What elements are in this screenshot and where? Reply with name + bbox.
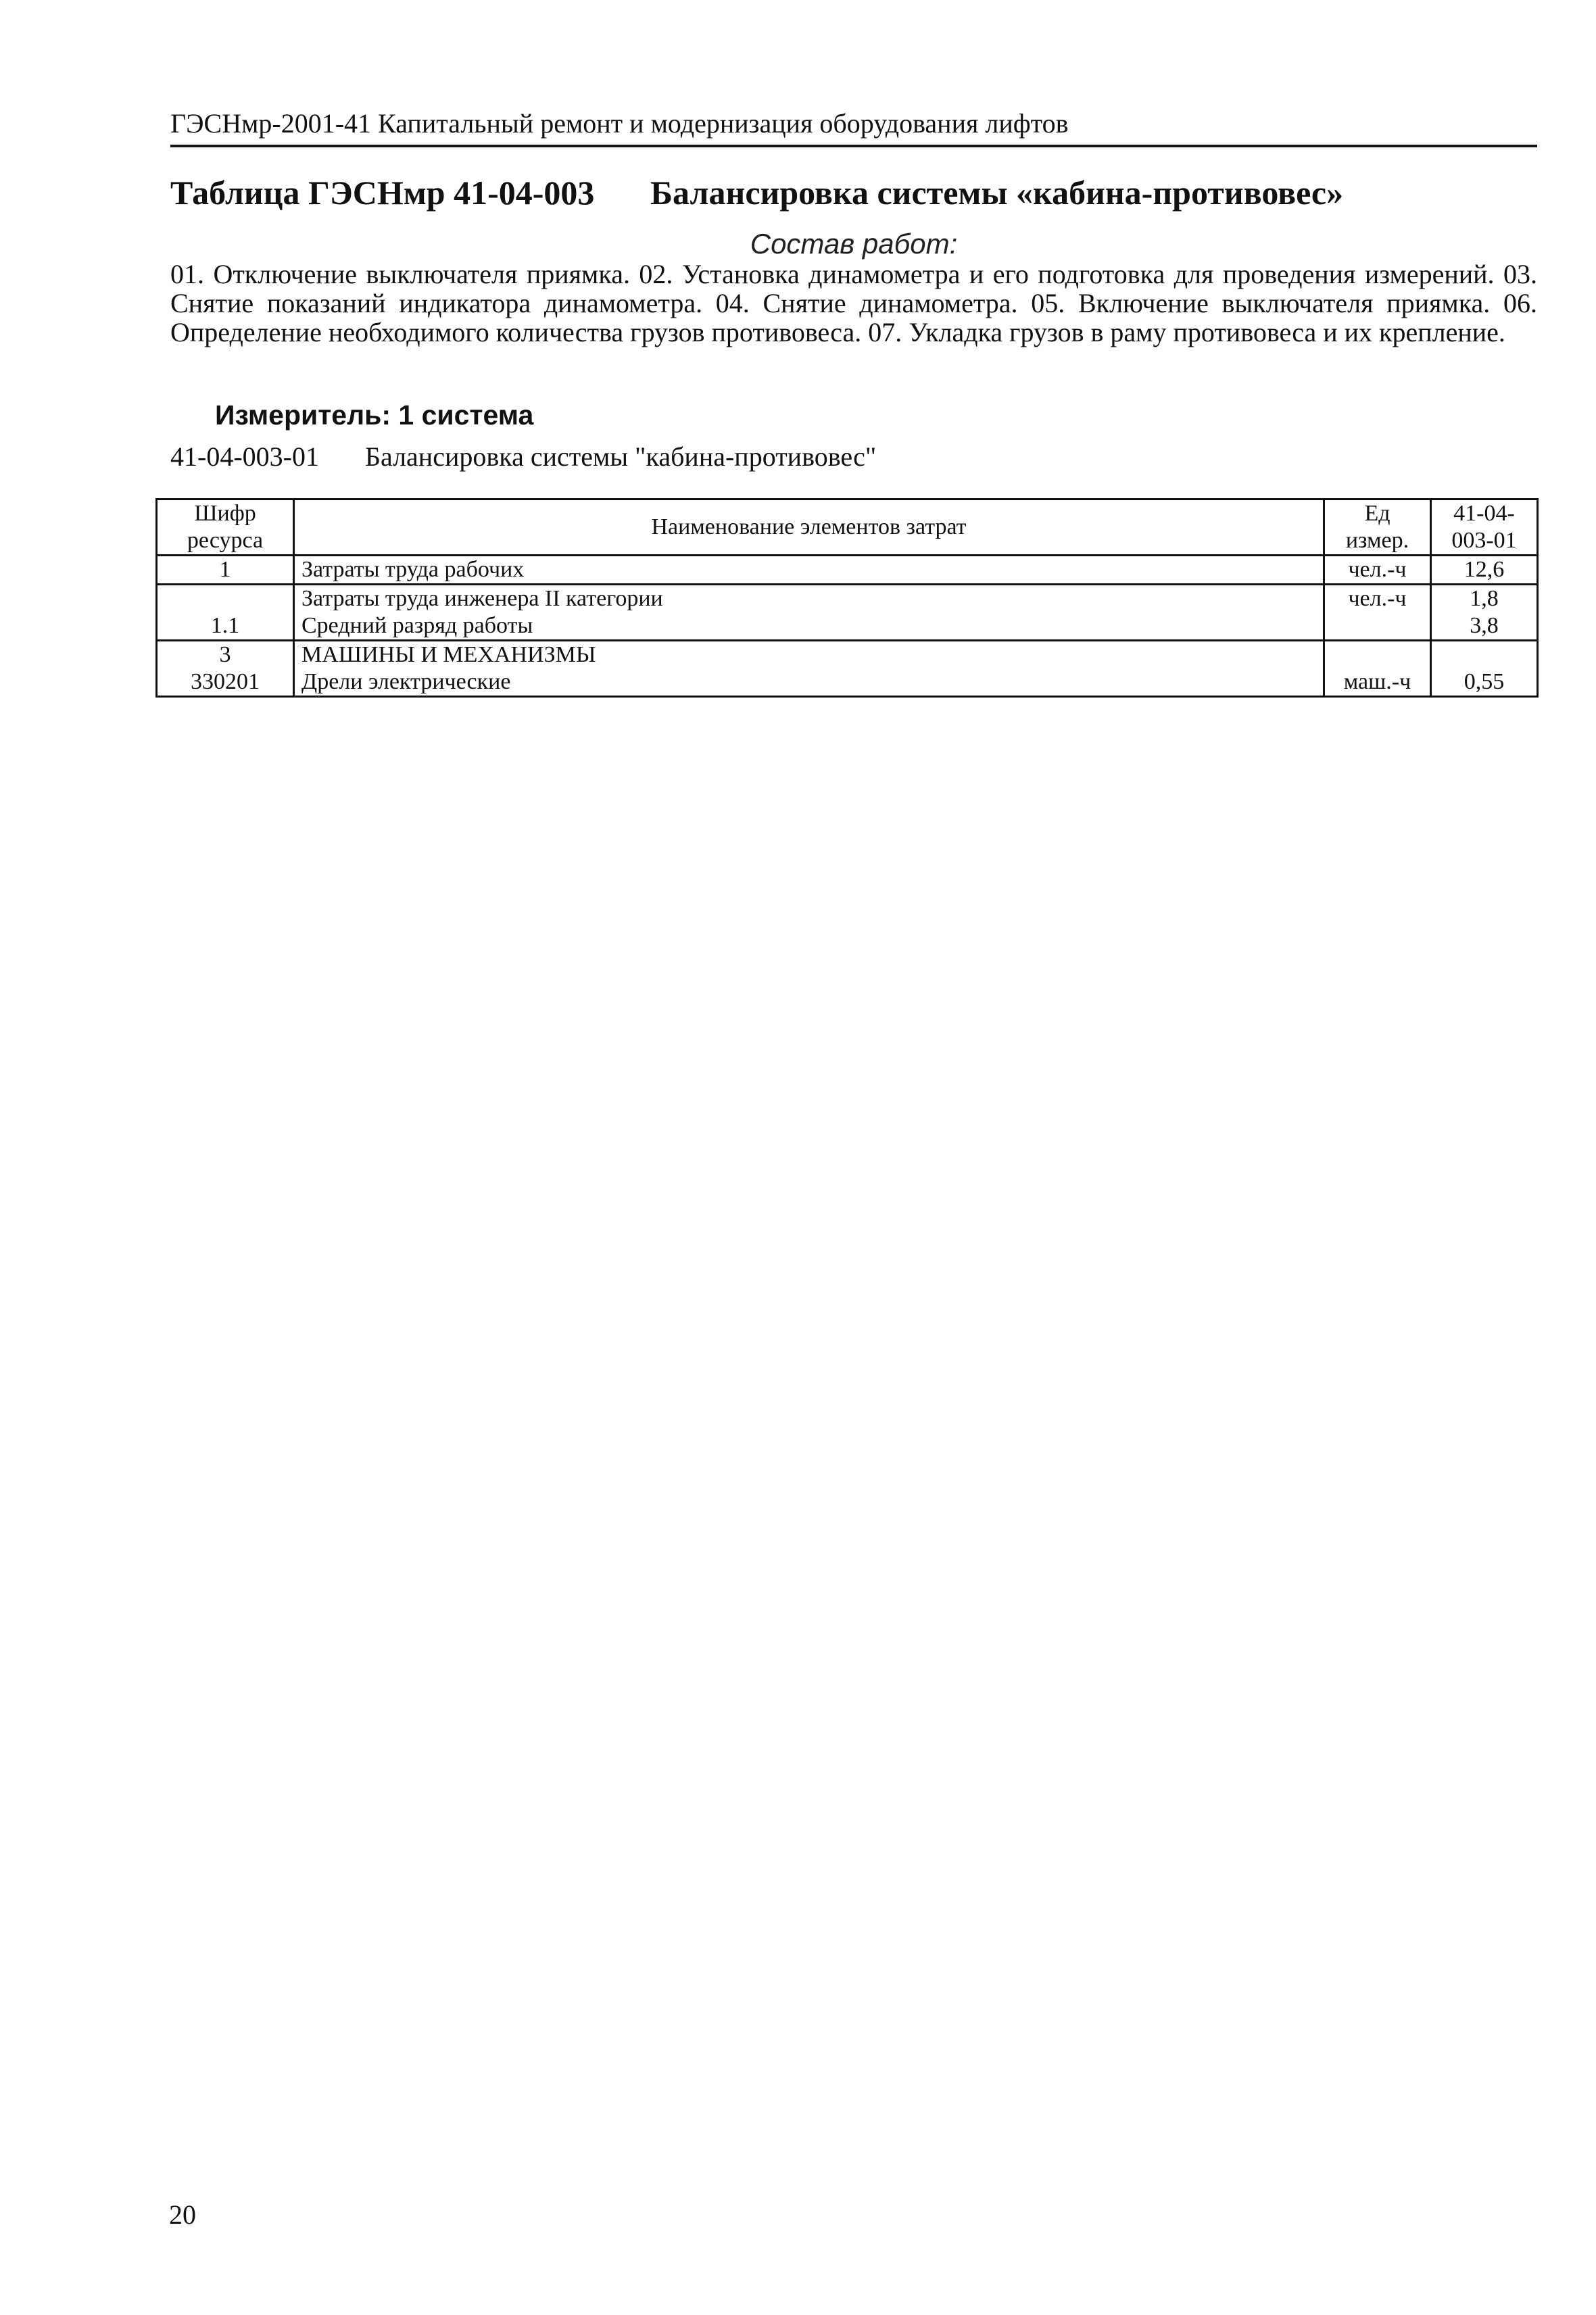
row-unit: чел.-ч: [1324, 556, 1431, 585]
row-code: 1.1: [157, 612, 294, 641]
work-composition-heading: Состав работ:: [750, 228, 958, 260]
table-row: [157, 641, 1538, 669]
norm-code: 41-04-003-01: [170, 441, 319, 472]
row-unit: [1324, 612, 1431, 641]
row-name: Дрели электрические: [294, 668, 1324, 697]
measure-unit: Измеритель: 1 система: [215, 399, 534, 431]
table-row: [157, 556, 1538, 585]
header-value-line2: 003-01: [1451, 528, 1517, 553]
row-name: Средний разряд работы: [294, 612, 1324, 641]
row-value: 12,6: [1431, 556, 1538, 585]
row-value: 3,8: [1431, 612, 1538, 641]
table-row: [157, 612, 1538, 641]
table-header-row: [157, 499, 1538, 556]
row-unit: [1324, 641, 1431, 669]
row-name: Затраты труда инженера II категории: [294, 585, 1324, 613]
row-name: Затраты труда рабочих: [294, 556, 1324, 585]
header-unit-line2: измер.: [1345, 528, 1409, 553]
header-resource-code: [157, 499, 294, 556]
header-cost-name: Наименование элементов затрат: [294, 499, 1324, 556]
norm-name: Балансировка системы "кабина-противовес": [365, 441, 877, 472]
table-title: [170, 171, 1537, 214]
row-unit: маш.-ч: [1324, 668, 1431, 697]
row-value: 1,8: [1431, 585, 1538, 613]
table-name: Балансировка системы «кабина-противовес»: [650, 174, 1344, 212]
row-code: 1: [157, 556, 294, 585]
work-composition-text: 01. Отключение выключателя приямка. 02. Установка динамометра и его подготовка для проведения измерений. 03. Снятие показаний индикатора динамометра. 04. Снятие динамометра. 05. Включение выключателя приямка. 06. Определение необходимого количества грузов противовеса. 07. Укладка грузов в раму противовеса и их крепление.: [170, 259, 1537, 347]
running-header: ГЭСНмр-2001-41 Капитальный ремонт и модернизация оборудования лифтов: [170, 107, 1537, 147]
table-code: Таблица ГЭСНмр 41-04-003: [170, 174, 595, 212]
row-value: 0,55: [1431, 668, 1538, 697]
row-unit: чел.-ч: [1324, 585, 1431, 613]
page-number: 20: [169, 2199, 196, 2230]
header-unit-line1: Ед: [1364, 501, 1391, 526]
row-code: [157, 585, 294, 613]
header-unit: [1324, 499, 1431, 556]
row-name: МАШИНЫ И МЕХАНИЗМЫ: [294, 641, 1324, 669]
row-value: [1431, 641, 1538, 669]
header-code-line2: ресурса: [187, 528, 264, 553]
header-norm-value: [1431, 499, 1538, 556]
cost-table: [155, 498, 1539, 698]
header-value-line1: 41-04-: [1453, 501, 1515, 526]
header-code-line1: Шифр: [194, 501, 256, 526]
norm-row: [170, 439, 876, 474]
table-row: [157, 668, 1538, 697]
table-row: [157, 585, 1538, 613]
row-code: 3: [157, 641, 294, 669]
row-code: 330201: [157, 668, 294, 697]
